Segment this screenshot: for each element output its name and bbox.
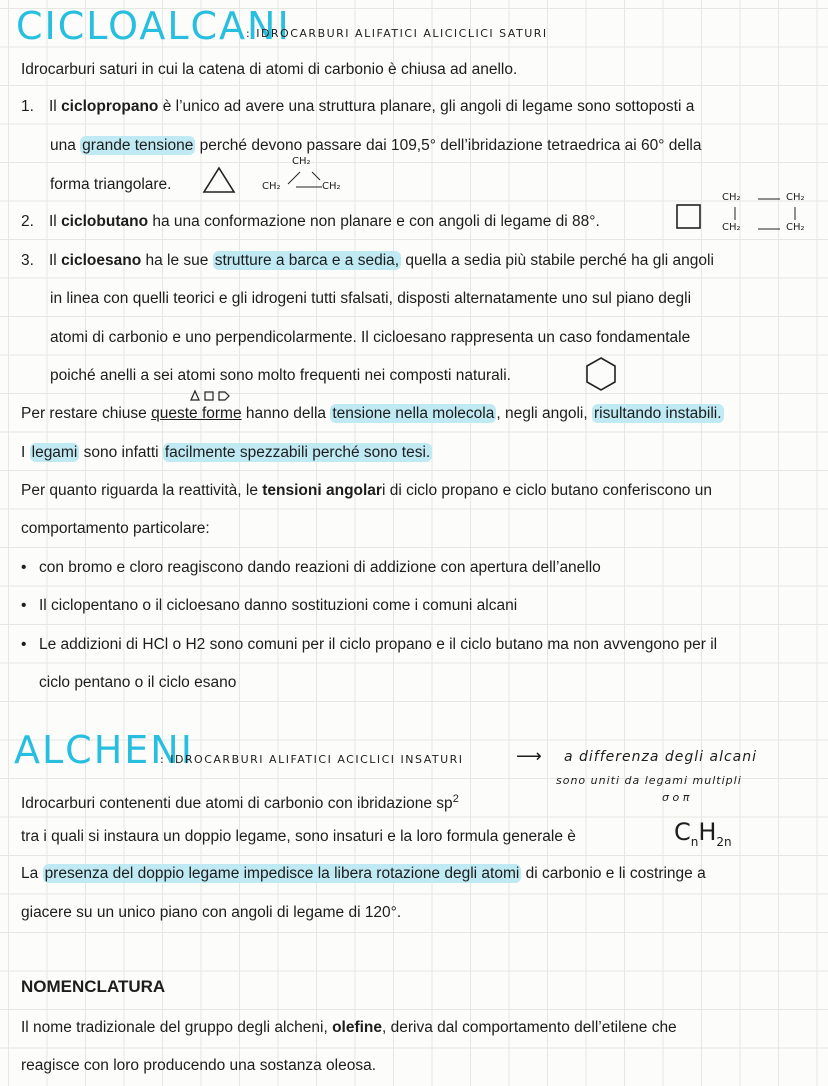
alcheni-line-3: La presenza del doppio legame impedisce la libera rotazione degli atomi di carbonio e li costringe a (21, 865, 706, 882)
arrow-icon: ⟶ (516, 746, 542, 767)
paragraph-reattivita-line-2: comportamento particolare: (21, 520, 210, 537)
hexagon-icon (584, 356, 618, 392)
term-cicloesano: cicloesano (61, 252, 142, 269)
item-2-number: 2. (21, 213, 34, 230)
item-3-number: 3. (21, 252, 34, 269)
bullet-dot: • (21, 559, 27, 576)
paragraph-legami: I legami sono infatti facilmente spezzabili perché sono tesi. (21, 444, 431, 461)
bullet-item: • Il ciclopentano o il cicloesano danno sostituzioni come i comuni alcani (21, 597, 518, 614)
bullet-dot: • (21, 597, 27, 614)
cicloalcani-definition: Idrocarburi saturi in cui la catena di atomi di carbonio è chiusa ad anello. (21, 61, 518, 78)
item-1-line-3: forma triangolare. (50, 176, 172, 193)
item-3-line-4: poiché anelli a sei atomi sono molto frequenti nei composti naturali. (50, 367, 511, 384)
highlight-grande-tensione: grande tensione (82, 137, 194, 154)
alcheni-title: ALCHENI (14, 728, 194, 772)
bullet-dot: • (21, 636, 27, 653)
sp2-superscript: 2 (452, 793, 459, 805)
bullet-item: • con bromo e cloro reagiscono dando reazioni di addizione con apertura dell’anello (21, 559, 601, 576)
highlight-doppio-legame: presenza del doppio legame impedisce la libera rotazione degli atomi (44, 865, 520, 882)
term-olefine: olefine (332, 1019, 383, 1036)
bullet-item-continuation: ciclo pentano o il ciclo esano (39, 674, 237, 691)
alcheni-line-1: Idrocarburi contenenti due atomi di carbonio con ibridazione $sp^2$ (21, 793, 459, 813)
term-ciclopropano: ciclopropano (61, 98, 159, 115)
cyclobutane-ch2-tl: CH₂ (722, 192, 741, 203)
item-3-line-3: atomi di carbonio e uno perpendicolarmente. Il cicloesano rappresenta un caso fondamentale (50, 329, 691, 346)
highlight-legami: legami (31, 444, 78, 461)
square-icon (676, 204, 702, 230)
highlight-facilmente-spezzabili: facilmente spezzabili perché sono tesi. (164, 444, 431, 461)
note-differenza: a differenza degli alcani (564, 749, 758, 765)
term-tensioni-angolari: tensioni angolar (262, 482, 382, 499)
item-3-line-1: 3. Il cicloesano ha le sue strutture a barca e a sedia, quella a sedia più stabile perché ha gli angoli (21, 252, 714, 269)
alcheni-line-2: tra i quali si instaura un doppio legame, sono insaturi e la loro formula generale è (21, 828, 576, 845)
nomenclatura-line-2: reagisce con loro producendo una sostanza oleosa. (21, 1057, 377, 1074)
note-legami-multipli: sono uniti da legami multipli (556, 774, 742, 787)
note-sigma-pi: σ o π (662, 791, 690, 804)
cyclopropane-bonds (262, 166, 352, 190)
small-shapes-icon (190, 390, 240, 402)
bullet-item: • Le addizioni di HCl o H2 sono comuni per il ciclo propano e il ciclo butano ma non avvengono per il (21, 636, 718, 653)
nomenclatura-line-1: Il nome tradizionale del gruppo degli alcheni, olefine, deriva dal comportamento dell’etilene che (21, 1019, 677, 1036)
cicloalcani-title: CICLOALCANI (16, 4, 291, 48)
item-2-line-1: 2. Il ciclobutano ha una conformazione non planare e con angoli di legame di 88°. (21, 213, 600, 230)
cyclopropane-ch2-right: CH₂ (322, 181, 341, 192)
cicloalcani-subtitle: : IDROCARBURI ALIFATICI ALICICLICI SATURI (246, 27, 548, 40)
item-1-number: 1. (21, 98, 34, 115)
item-1-line-2: una grande tensione perché devono passare dai 109,5° dell’ibridazione tetraedrica ai 60° della (50, 137, 702, 154)
term-ciclobutano: ciclobutano (61, 213, 149, 230)
highlight-strutture: strutture a barca e a sedia, (214, 252, 400, 269)
underlined-queste-forme: queste forme (151, 405, 242, 422)
highlight-tensione-molecola: tensione nella molecola (332, 405, 495, 422)
item-1-line-1: 1. Il ciclopropano è l’unico ad avere una struttura planare, gli angoli di legame sono sottoposti a (21, 98, 695, 115)
cyclobutane-ch2-tr: CH₂ (786, 192, 805, 203)
alcheni-subtitle: : IDROCARBURI ALIFATICI ACICLICI INSATURI (160, 753, 464, 766)
paragraph-reattivita-line-1: Per quanto riguarda la reattività, le tensioni angolari di ciclo propano e ciclo butano conferiscono un (21, 482, 712, 499)
cyclopropane-ch2-left: CH₂ (262, 181, 281, 192)
nomenclatura-heading: NOMENCLATURA (21, 977, 166, 996)
paragraph-tensione: Per restare chiuse queste forme hanno della tensione nella molecola , negli angoli, risultando instabili. (21, 405, 722, 422)
alcheni-line-4: giacere su un unico piano con angoli di legame di 120°. (21, 904, 402, 921)
item-3-line-2: in linea con quelli teorici e gli idrogeni tutti sfalsati, disposti alternatamente uno sul piano degli (50, 290, 692, 307)
triangle-icon (202, 166, 236, 194)
cyclobutane-bonds (722, 192, 822, 238)
cyclobutane-ch2-bl: CH₂ (722, 222, 741, 233)
cyclopropane-ch2-top: CH₂ (292, 156, 311, 167)
highlight-risultando-instabili: risultando instabili. (594, 405, 722, 422)
cyclobutane-ch2-br: CH₂ (786, 222, 805, 233)
general-formula: $C_nH_{2n}$ (674, 818, 732, 849)
